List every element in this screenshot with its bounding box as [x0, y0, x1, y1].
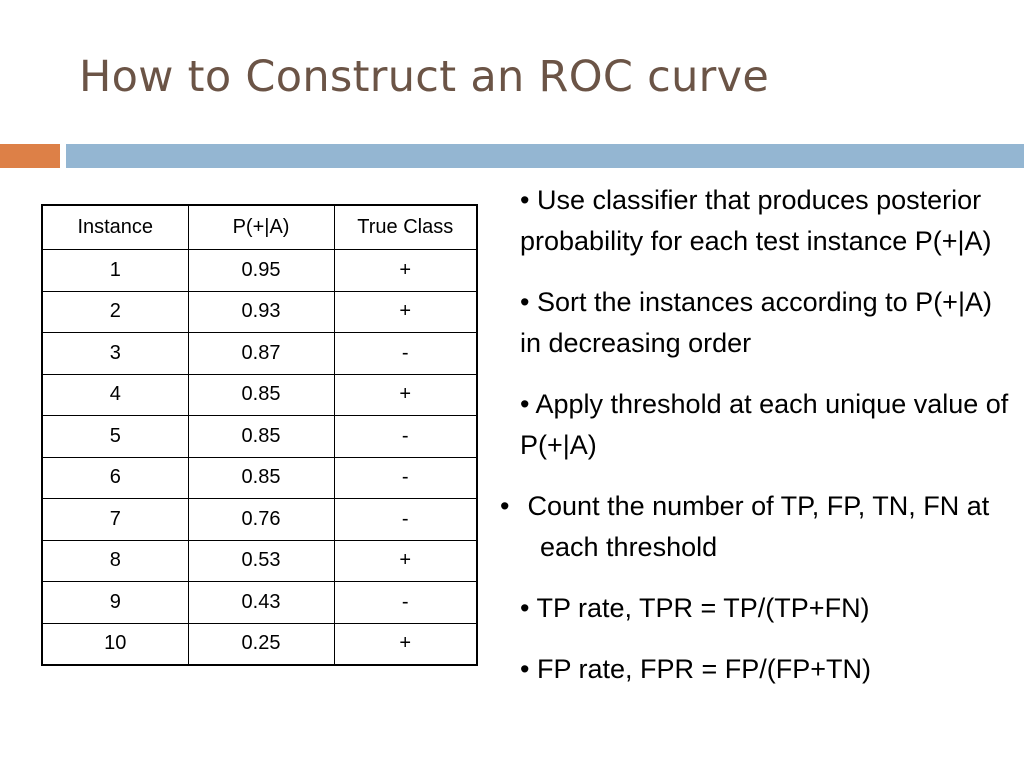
bullet-symbol: •	[520, 287, 530, 317]
cell-true-class: +	[334, 250, 477, 292]
cell-instance: 4	[42, 374, 188, 416]
cell-instance: 5	[42, 416, 188, 458]
bullet-symbol: •	[520, 654, 530, 684]
cell-true-class: -	[334, 499, 477, 541]
table-row	[42, 250, 477, 292]
cell-probability: 0.53	[188, 540, 334, 582]
cell-probability: 0.43	[188, 582, 334, 624]
cell-probability: 0.93	[188, 291, 334, 333]
cell-instance: 9	[42, 582, 188, 624]
bullet-text: Sort the instances according to P(+|A) in decreasing order	[520, 287, 992, 358]
cell-instance: 8	[42, 540, 188, 582]
bullet-item	[520, 384, 1015, 466]
bullet-item	[520, 588, 1015, 629]
table-row	[42, 291, 477, 333]
bullet-text: FP rate, FPR = FP/(FP+TN)	[536, 654, 872, 684]
table-row	[42, 540, 477, 582]
cell-instance: 10	[42, 623, 188, 665]
bullet-text: Apply threshold at each unique value of P(+|A)	[520, 389, 1009, 460]
cell-probability: 0.76	[188, 499, 334, 541]
bullet-text: Count the number of TP, FP, TN, FN at each threshold	[527, 491, 990, 562]
cell-probability: 0.85	[188, 457, 334, 499]
table-header-row	[42, 205, 477, 250]
page-title: How to Construct an ROC curve	[79, 52, 770, 102]
bullet-item	[520, 282, 1015, 364]
column-header-true-class: True Class	[334, 205, 477, 250]
cell-true-class: -	[334, 416, 477, 458]
column-header-probability: P(+|A)	[188, 205, 334, 250]
cell-instance: 3	[42, 333, 188, 375]
cell-true-class: +	[334, 623, 477, 665]
column-header-instance: Instance	[42, 205, 188, 250]
bullet-text: Use classifier that produces posterior probability for each test instance P(+|A)	[520, 185, 992, 256]
cell-true-class: +	[334, 291, 477, 333]
instance-table-container	[41, 204, 478, 666]
table-row	[42, 374, 477, 416]
bullet-text: TP rate, TPR = TP/(TP+FN)	[536, 593, 870, 623]
cell-probability: 0.87	[188, 333, 334, 375]
cell-true-class: +	[334, 374, 477, 416]
cell-probability: 0.85	[188, 374, 334, 416]
cell-true-class: +	[334, 540, 477, 582]
table-row	[42, 457, 477, 499]
bullet-item: • Count the number of TP, FP, TN, FN at each threshold	[500, 491, 990, 562]
table-row	[42, 333, 477, 375]
table-row	[42, 623, 477, 665]
cell-instance: 1	[42, 250, 188, 292]
cell-instance: 7	[42, 499, 188, 541]
instance-table	[41, 204, 478, 666]
cell-probability: 0.95	[188, 250, 334, 292]
table-row	[42, 582, 477, 624]
cell-probability: 0.85	[188, 416, 334, 458]
bullet-item	[520, 180, 1015, 262]
cell-instance: 2	[42, 291, 188, 333]
cell-true-class: -	[334, 582, 477, 624]
bullet-symbol: •	[520, 593, 530, 623]
table-row	[42, 416, 477, 458]
accent-bar-orange	[0, 144, 60, 168]
accent-bar-blue	[66, 144, 1024, 168]
cell-instance: 6	[42, 457, 188, 499]
table-row	[42, 499, 477, 541]
cell-true-class: -	[334, 457, 477, 499]
bullet-symbol: •	[520, 389, 530, 419]
bullet-list	[500, 180, 1015, 710]
cell-probability: 0.25	[188, 623, 334, 665]
bullet-item	[520, 649, 1015, 690]
bullet-symbol: •	[520, 185, 530, 215]
cell-true-class: -	[334, 333, 477, 375]
